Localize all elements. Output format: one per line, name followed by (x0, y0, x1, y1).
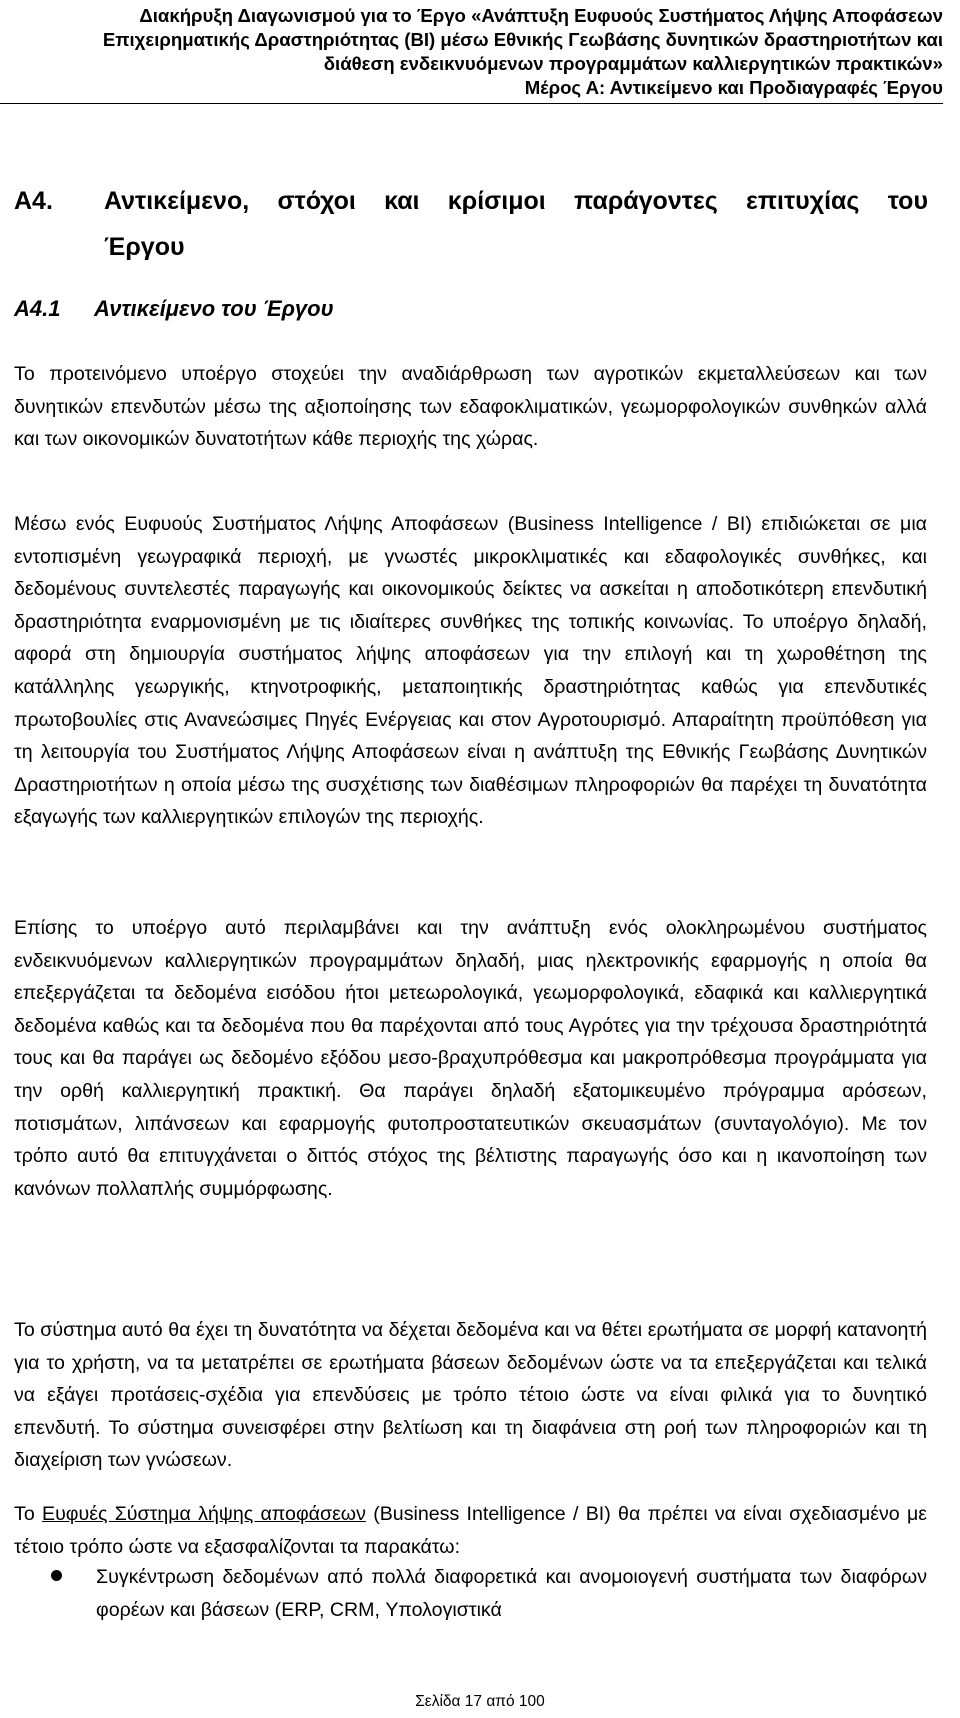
section-title-row-2: Έργου (104, 233, 185, 261)
paragraph-5-start: Το (14, 1503, 43, 1525)
paragraph-2: Μέσω ενός Ευφυούς Συστήματος Λήψης Αποφάσεων (Business Intelligence / BI) επιδιώκεται σε μια εντοπισμένη γεωγραφικά περιοχή, με γνωστές μικροκλιματικές και εδαφολογικές συνθήκες, και δεδομένους συντελεστές παραγωγής και οικονομικούς δείκτες να ασκείται η αποδοτικότερη επενδυτική δραστηριότητα εναρμονισμένη με τις ιδιαίτερες συνθήκες της τοπικής κοινωνίας. Το υποέργο δηλαδή, αφορά στη δημιουργία συστήματος λήψης αποφάσεων για την επιλογή και τη χωροθέτηση της κατάλληλης γεωργικής, κτηνοτροφικής, μεταποιητικής δραστηριότητας καθώς για επενδυτικές πρωτοβουλίες στις Ανανεώσιμες Πηγές Ενέργειας και στον Αγροτουρισμό. Απαραίτητη προϋπόθεση για τη λειτουργία του Συστήματος Λήψης Αποφάσεων είναι η ανάπτυξη της Εθνικής Γεωβάσης Δυνητικών Δραστηριοτήτων η οποία μέσω της συσχέτισης των διαθέσιμων πληροφοριών θα παρέχει τη δυνατότητα εξαγωγής των καλλιεργητικών επιλογών της περιοχής. (14, 513, 927, 829)
page-footer: Σελίδα 17 από 100 (415, 1693, 545, 1710)
bullet-text: Συγκέντρωση δεδομένων από πολλά διαφορετικά και ανομοιογενή συστήματα των διαφόρων φορέων και βάσεων (ERP, CRM, Υπολογιστικά (96, 1566, 927, 1621)
paragraph-3: Επίσης το υποέργο αυτό περιλαμβάνει και την ανάπτυξη ενός ολοκληρωμένου συστήματος ενδεικνυόμενων καλλιεργητικών προγραμμάτων δηλαδή, μιας ηλεκτρονικής εφαρμογής η οποία θα επεξεργάζεται τα δεδομένα εισόδου ήτοι μετεωρολογικά, γεωμορφολογικά, εδαφικά και καλλιεργητικά δεδομένα καθώς και τα δεδομένα που θα παρέχονται από τους Αγρότες για την τρέχουσα δραστηριότητά τους και θα παράγει ως δεδομένο εξόδου μεσο-βραχυπρόθεσμα και μακροπρόθεσμα προγράμματα για την ορθή καλλιεργητική πρακτική. Θα παράγει δηλαδή εξατομικευμένο πρόγραμμα αρόσεων, ποτισμάτων, λιπάνσεων και εφαρμογής φυτοπροστατευτικών σκευασμάτων (συνταγολόγιο). Με τον τρόπο αυτό θα επιτυγχάνεται ο διττός στόχος της βέλτιστης παραγωγής όσο και η ικανοποίηση των κανόνων πολλαπλής συμμόρφωσης. (14, 917, 927, 1200)
paragraph-5-underlined-term: Ευφυές Σύστημα λήψης αποφάσεων (42, 1503, 366, 1525)
header-line-4: Μέρος Α: Αντικείμενο και Προδιαγραφές Έργου (524, 77, 943, 98)
section-number: Α4. (14, 187, 53, 215)
section-heading (14, 178, 928, 270)
section-title-row-1: Αντικείμενο, στόχοι και κρίσιμοι παράγοντες επιτυχίας του (104, 187, 928, 215)
header-line-3: διάθεση ενδεικνυόμενων προγραμμάτων καλλιεργητικών πρακτικών» (323, 53, 943, 74)
subsection-heading (14, 292, 334, 326)
paragraph-5 (14, 1498, 927, 1563)
subsection-number: Α4.1 (14, 296, 61, 321)
page-header (0, 0, 943, 104)
header-line-1: Διακήρυξη Διαγωνισμού για το Έργο «Ανάπτυξη Ευφυούς Συστήματος Λήψης Αποφάσεων (139, 5, 943, 26)
bullet-dot-icon (51, 1570, 62, 1581)
header-line-2: Επιχειρηματικής Δραστηριότητας (BI) μέσω Εθνικής Γεωβάσης δυνητικών δραστηριοτήτων και (102, 29, 943, 50)
paragraph-5-end: (Business Intelligence / BI) θα πρέπει να είναι σχεδιασμένο με τέτοιο τρόπο ώστε να εξασφαλίζονται τα παρακάτω: (14, 1503, 928, 1558)
subsection-title: Αντικείμενο του Έργου (94, 296, 334, 321)
paragraph-4: Το σύστημα αυτό θα έχει τη δυνατότητα να δέχεται δεδομένα και να θέτει ερωτήματα σε μορφή κατανοητή για το χρήστη, να τα μετατρέπει σε ερωτήματα βάσεων δεδομένων ώστε να τα επεξεργάζεται και τελικά να εξάγει προτάσεις-σχέδια για επενδύσεις με τρόπο τέτοιο ώστε να είναι φιλικά για το δυνητικό επενδυτή. Το σύστημα συνεισφέρει στην βελτίωση και τη διαφάνεια στη ροή των πληροφοριών και τη διαχείριση των γνώσεων. (14, 1319, 927, 1472)
bullet-list-item (14, 1561, 927, 1626)
paragraph-1: Το προτεινόμενο υποέργο στοχεύει την αναδιάρθρωση των αγροτικών εκμεταλλεύσεων και των δυνητικών επενδυτών μέσω της αξιοποίησης των εδαφοκλιματικών, γεωμορφολογικών συνθηκών αλλά και των οικονομικών δυνατοτήτων κάθε περιοχής της χώρας. (14, 363, 927, 451)
